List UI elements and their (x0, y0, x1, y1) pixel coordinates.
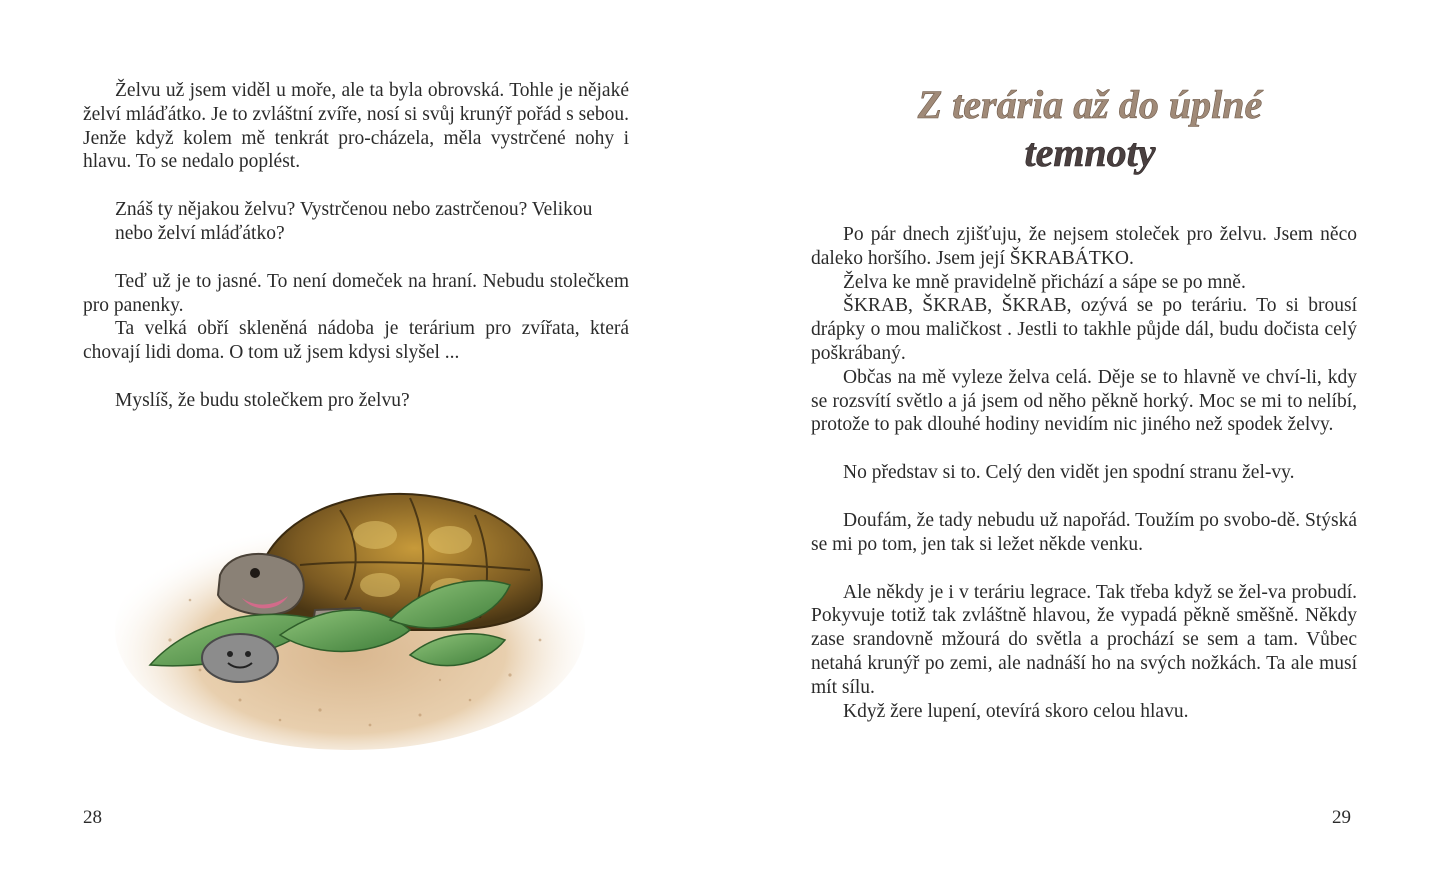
paragraph: Doufám, že tady nebudu už napořád. Toužím po svobo-dě. Stýská se mi po tom, jen tak si ležet někde venku. (811, 509, 1357, 555)
tortoise-illustration (110, 470, 590, 750)
paragraph: Znáš ty nějakou želvu? Vystrčenou nebo zastrčenou? Velikou nebo želví mláďátko? (115, 199, 593, 244)
paragraph-gap (83, 365, 629, 389)
paragraph: ŠKRAB, ŠKRAB, ŠKRAB, ozývá se po teráriu. To si brousí drápky o mou maličkost . Jestli to takhle půjde dál, budu dočista celý poškrábaný. (811, 295, 1357, 364)
paragraph: Občas na mě vyleze želva celá. Děje se to hlavně ve chví-li, kdy se rozsvítí světlo a já jsem od něho pěkně horký. Moc se mi to nelíbí, protože to pak dlouhé hodiny nevidím nic jiného než spodek želvy. (811, 366, 1357, 436)
paragraph: Želvu už jsem viděl u moře, ale ta byla obrovská. Tohle je nějaké želví mláďátko. Je to zvláštní zvíře, nosí si svůj krunýř pořád s sebou. Jenže když kolem mě tenkrát pro-cházela, měla vystrčené nohy i hlavu. To se nedalo poplést. (83, 80, 629, 173)
pebble (202, 634, 278, 682)
chapter-title-line1: Z terária až do úplné (917, 82, 1263, 127)
right-page-text (811, 223, 1357, 723)
paragraph: Ta velká obří skleněná nádoba je terárium pro zvířata, která chovají lidi doma. O tom už jsem kdysi slyšel ... (83, 318, 629, 364)
paragraph-gap (83, 246, 629, 270)
paragraph-gap (811, 557, 1357, 581)
paragraph-gap (83, 174, 629, 198)
page-number-right: 29 (1332, 807, 1351, 828)
paragraph: Myslíš, že budu stolečkem pro želvu? (115, 389, 410, 411)
page-number-left: 28 (83, 807, 102, 828)
chapter-title-lettering (880, 74, 1300, 184)
paragraph-gap (811, 485, 1357, 509)
left-page-text (83, 79, 629, 413)
paragraph: No představ si to. Celý den vidět jen spodní stranu žel-vy. (843, 462, 1295, 484)
tortoise-drawing (110, 470, 590, 750)
tortoise-eye (250, 568, 260, 578)
chapter-title (880, 74, 1300, 184)
pebble-eye (227, 651, 233, 657)
paragraph-gap (811, 437, 1357, 461)
paragraph: Ale někdy je i v teráriu legrace. Tak třeba když se žel-va probudí. Pokyvuje totiž tak zvláštně hlavou, že vypadá pěkně směšně. Někdy zase srandovně mžourá do světla a prochází se sem a tam. Vůbec netahá krunýř po zemi, ale nadnáší ho na svých nožkách. Ta ale musí mít sílu. (811, 581, 1357, 698)
paragraph: Teď už je to jasné. To není domeček na hraní. Nebudu stolečkem pro panenky. (83, 270, 629, 316)
paragraph: Po pár dnech zjišťuju, že nejsem stoleček pro želvu. Jsem něco daleko horšího. Jsem její ŠKRABÁTKO. (811, 224, 1357, 269)
chapter-title-line2: temnoty (1024, 130, 1156, 175)
paragraph: Želva ke mně pravidelně přichází a sápe se po mně. (843, 271, 1246, 293)
paragraph: Když žere lupení, otevírá skoro celou hlavu. (843, 700, 1189, 722)
pebble-eye (245, 651, 251, 657)
